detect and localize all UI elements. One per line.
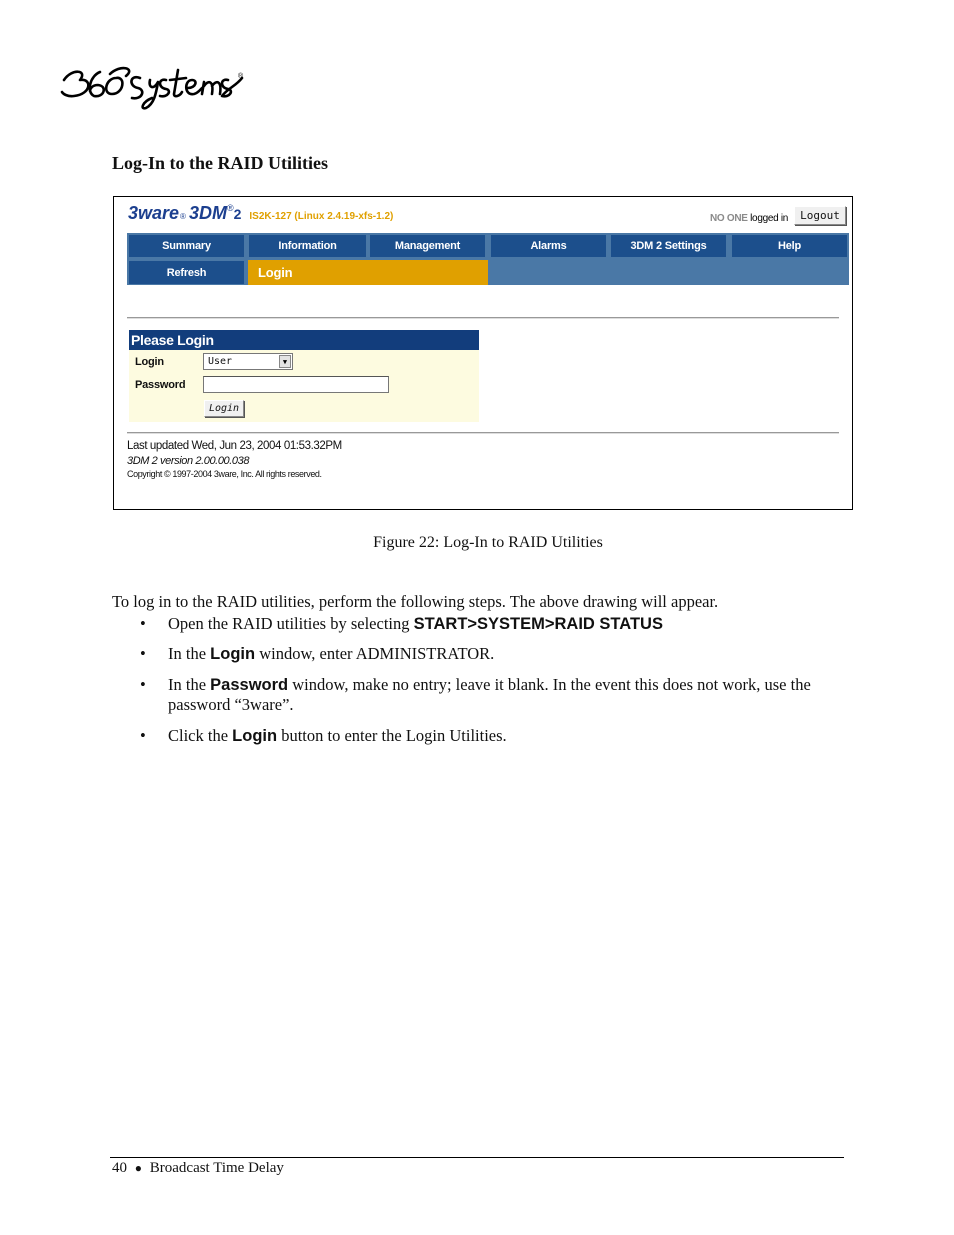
- logout-button[interactable]: Logout: [794, 206, 846, 225]
- step-keyword: Login: [232, 727, 278, 745]
- login-button[interactable]: Login: [204, 400, 244, 417]
- brand-name: 3ware: [128, 203, 180, 223]
- step-text: button to enter the Login Utilities.: [277, 726, 507, 745]
- login-status-user: NO ONE: [710, 213, 748, 224]
- bullet-separator-icon: ●: [134, 1161, 142, 1175]
- 3ware-brand: [128, 203, 393, 227]
- intro-paragraph: To log in to the RAID utilities, perform the following steps. The above drawing will appear.: [112, 592, 719, 611]
- step-text: In the: [168, 675, 211, 694]
- brand-product: 3DM: [188, 203, 227, 223]
- step-keyword: Password: [210, 676, 289, 694]
- login-select-value: User: [208, 356, 233, 367]
- bullet-icon: •: [140, 644, 146, 663]
- figure-caption: Figure 22: Log-In to RAID Utilities: [373, 534, 603, 551]
- bullet-icon: •: [140, 614, 146, 633]
- login-panel: [129, 330, 479, 422]
- section-title: Log-In to the RAID Utilities: [112, 153, 328, 173]
- subtab-login[interactable]: Login: [248, 260, 488, 285]
- login-panel-title: Please Login: [129, 330, 479, 350]
- step-text: window, make no entry; leave it blank. In the event this does not work, use the password “3ware”.: [168, 675, 811, 714]
- document-title: Broadcast Time Delay: [149, 1160, 284, 1176]
- 360-systems-logo: [58, 58, 248, 114]
- step-text: Open the RAID utilities by selecting: [168, 614, 414, 633]
- tab-management[interactable]: Management: [370, 235, 485, 257]
- svg-text:®: ®: [238, 73, 244, 80]
- step-item: [168, 614, 840, 634]
- login-status-suffix: logged in: [750, 213, 789, 224]
- tab-summary[interactable]: Summary: [129, 235, 244, 257]
- copyright-text: Copyright © 1997-2004 3ware, Inc. All rights reserved.: [127, 469, 322, 479]
- subtab-refresh[interactable]: Refresh: [129, 261, 244, 284]
- password-field-label: Password: [135, 379, 186, 391]
- bullet-icon: •: [140, 726, 146, 745]
- brand-reg-mark: ®: [180, 212, 186, 221]
- step-text: window, enter ADMINISTRATOR.: [255, 644, 495, 663]
- divider: [127, 317, 839, 319]
- host-label: IS2K-127 (Linux 2.4.19-xfs-1.2): [249, 211, 394, 222]
- brand-product-mark: ®: [226, 203, 234, 213]
- login-select[interactable]: [203, 353, 293, 370]
- last-updated: Last updated Wed, Jun 23, 2004 01:53.32PM: [127, 440, 342, 452]
- divider: [127, 432, 839, 434]
- step-keyword: Login: [210, 645, 256, 663]
- bullet-icon: •: [140, 675, 146, 694]
- version-text: 3DM 2 version 2.00.00.038: [127, 455, 250, 467]
- tab-help[interactable]: Help: [732, 235, 847, 257]
- step-item: [168, 675, 840, 715]
- step-text: Click the: [168, 726, 233, 745]
- footer-rule: [110, 1157, 844, 1158]
- password-input[interactable]: [203, 376, 389, 393]
- chevron-down-icon[interactable]: ▼: [279, 355, 291, 368]
- login-status: [710, 213, 788, 224]
- tab-information[interactable]: Information: [249, 235, 366, 257]
- step-item: [168, 644, 840, 664]
- tab-3dm-settings[interactable]: 3DM 2 Settings: [611, 235, 726, 257]
- step-item: [168, 726, 840, 746]
- raid-utility-screenshot: [113, 196, 853, 510]
- step-text: In the: [168, 644, 211, 663]
- step-keyword: START>SYSTEM>RAID STATUS: [413, 615, 663, 633]
- brand-version: 2: [233, 206, 242, 222]
- page-footer: [112, 1160, 284, 1177]
- page-number: 40: [112, 1160, 127, 1176]
- tab-alarms[interactable]: Alarms: [491, 235, 606, 257]
- 360-systems-script-logo: [58, 58, 248, 114]
- login-field-label: Login: [135, 356, 164, 368]
